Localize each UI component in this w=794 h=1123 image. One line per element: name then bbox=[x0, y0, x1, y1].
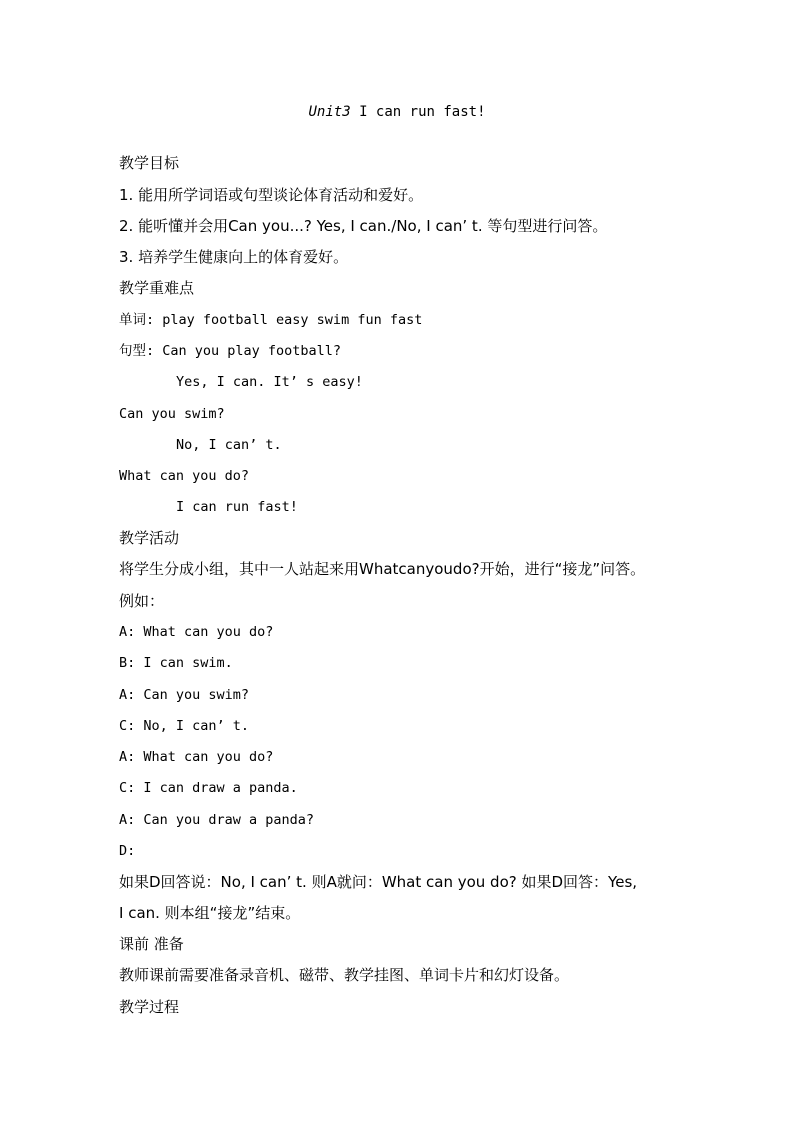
dialogue-line-5: A: What can you do? bbox=[119, 749, 274, 765]
title-unit: Unit3 bbox=[308, 104, 351, 120]
rule-text-1: 如果D回答说：No, I can’ t. 则A就问：What can you do? 如果D回答：Yes, bbox=[119, 873, 638, 891]
sentence-example-2: Can you swim? bbox=[119, 406, 225, 422]
dialogue-line-2: B: I can swim. bbox=[119, 655, 233, 671]
title-rest: I can run fast! bbox=[350, 104, 486, 120]
goal-3: 3. 培养学生健康向上的体育爱好。 bbox=[119, 248, 349, 266]
sentence-pattern-line: 句型: Can you play football? bbox=[119, 343, 342, 359]
process-heading: 教学过程 bbox=[119, 998, 180, 1016]
dialogue-line-3: A: Can you swim? bbox=[119, 687, 250, 703]
sentence-example-1: Yes, I can. It’ s easy! bbox=[176, 374, 363, 390]
activity-text: 将学生分成小组，其中一人站起来用Whatcanyoudo?开始，进行“接龙”问答。 bbox=[119, 560, 646, 578]
sentence-example-5: I can run fast! bbox=[176, 499, 298, 515]
goals-heading: 教学目标 bbox=[119, 154, 180, 172]
dialogue-line-4: C: No, I can’ t. bbox=[119, 718, 250, 734]
goal-2: 2. 能听懂并会用Can you...? Yes, I can./No, I can’ t. 等句型进行问答。 bbox=[119, 217, 608, 235]
key-points-heading: 教学重难点 bbox=[119, 279, 195, 297]
document-title bbox=[0, 103, 794, 121]
goal-1: 1. 能用所学词语或句型谈论体育活动和爱好。 bbox=[119, 186, 424, 204]
vocabulary-line: 单词: play football easy swim fun fast bbox=[119, 312, 423, 328]
preparation-heading: 课前 准备 bbox=[119, 935, 184, 953]
sentence-example-3: No, I can’ t. bbox=[176, 437, 282, 453]
dialogue-line-7: A: Can you draw a panda? bbox=[119, 812, 315, 828]
dialogue-line-1: A: What can you do? bbox=[119, 624, 274, 640]
preparation-text: 教师课前需要准备录音机、磁带、教学挂图、单词卡片和幻灯设备。 bbox=[119, 966, 570, 984]
dialogue-line-6: C: I can draw a panda. bbox=[119, 780, 298, 796]
example-label: 例如： bbox=[119, 592, 165, 610]
rule-text-2: I can. 则本组“接龙”结束。 bbox=[119, 904, 301, 922]
activity-heading: 教学活动 bbox=[119, 529, 180, 547]
dialogue-line-8: D: bbox=[119, 843, 136, 859]
sentence-example-4: What can you do? bbox=[119, 468, 250, 484]
